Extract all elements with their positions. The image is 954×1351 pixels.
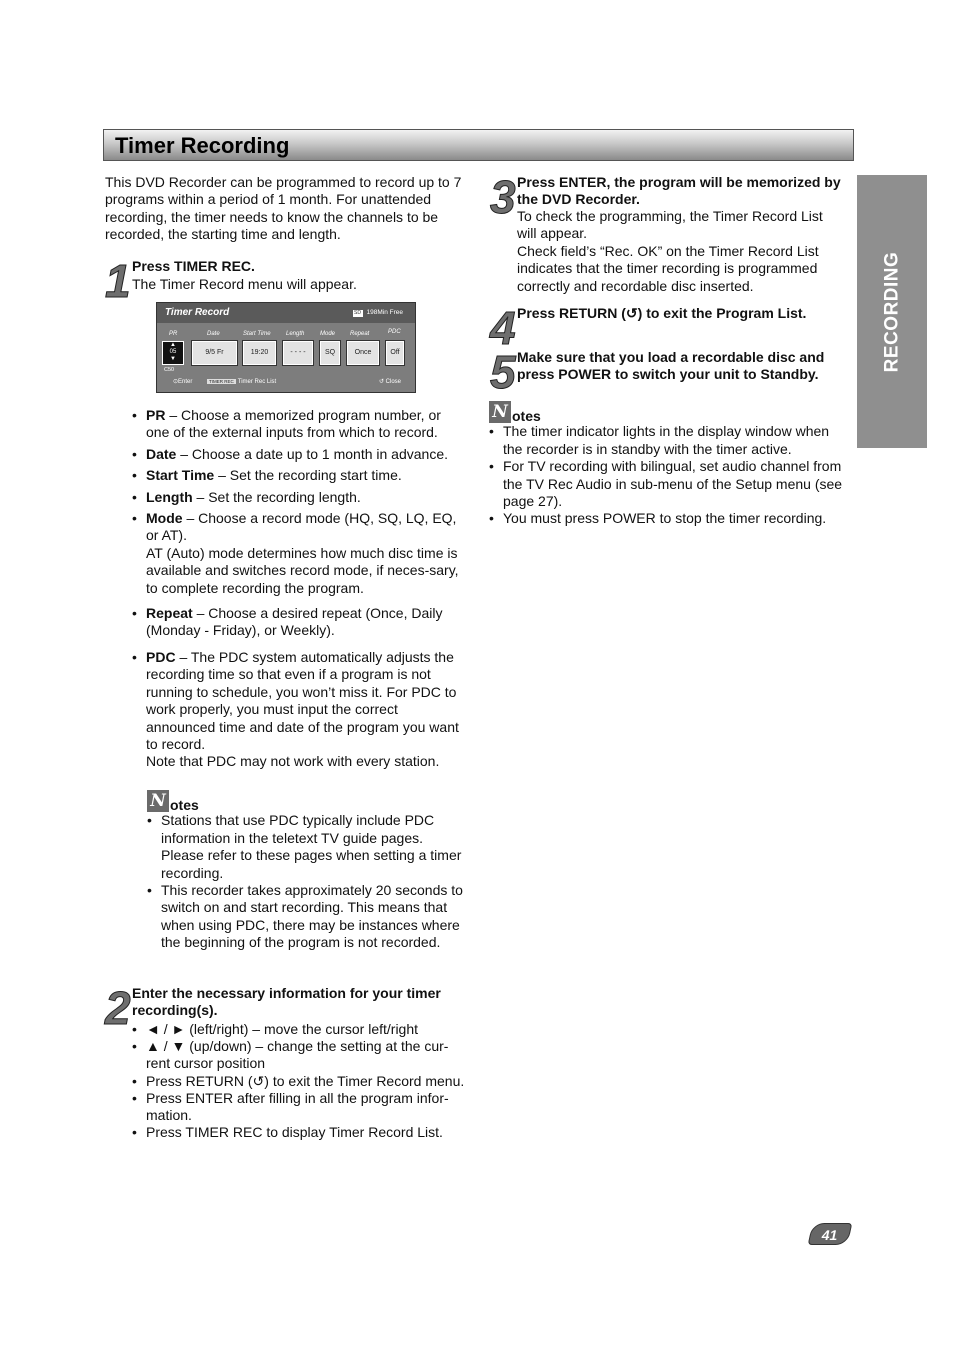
list-item: • Press TIMER REC to display Timer Record List.	[132, 1124, 466, 1141]
label-date: Date	[207, 331, 220, 337]
timer-record-screen	[156, 302, 416, 393]
section-tab	[857, 175, 927, 448]
notes-left	[147, 787, 467, 952]
list-item: • Stations that use PDC typically include PDC information in the teletext TV guide pages. Please refer to these pages when setting a timer recording.	[147, 812, 467, 882]
page-number: 41	[808, 1223, 853, 1245]
list-item: • Start Time – Set the recording start time.	[132, 467, 468, 484]
label-pdc: PDC	[388, 329, 401, 335]
step-number: 4	[490, 302, 516, 354]
free-space	[353, 309, 404, 317]
label-start-time: Start Time	[243, 331, 271, 337]
page-title: Timer Recording	[115, 133, 290, 158]
screen-header	[157, 303, 415, 323]
pr-value: 05	[169, 349, 177, 355]
notes-list	[147, 812, 467, 951]
list-item: • This recorder takes approximately 20 seconds to switch on and start recording. This means that when using PDC, there may be instances where the beginning of the program is not recorded.	[147, 882, 467, 952]
notes-right	[489, 398, 845, 528]
section-tab-label: RECORDING	[881, 251, 903, 372]
repeat-field[interactable]: Once	[347, 341, 379, 365]
enter-hint: ⊙Enter	[173, 379, 193, 385]
title-bar	[103, 129, 854, 161]
step-3-heading: Press ENTER, the program will be memorized by the DVD Recorder.	[517, 174, 841, 208]
up-arrow-icon: ▲	[170, 342, 176, 348]
intro-text: This DVD Recorder can be programmed to record up to 7 programs within a period of 1 month. For unattended recording, the timer needs to know the channels to be recorded, the starting time and length.	[105, 174, 462, 243]
list-item: • Press RETURN (↺) to exit the Timer Record menu.	[132, 1073, 466, 1090]
timer-rec-key-icon: TIMER REC	[209, 379, 234, 384]
list-item: • The timer indicator lights in the display window when the recorder is in standby with the timer active.	[489, 423, 845, 458]
step-number: 5	[490, 346, 516, 398]
list-item: • Repeat – Choose a desired repeat (Once, Daily (Monday - Friday), or Weekly).	[132, 605, 468, 640]
step-number: 1	[105, 255, 131, 307]
notes-icon: N	[489, 401, 511, 423]
label-length: Length	[286, 331, 305, 337]
screen-title: Timer Record	[165, 307, 230, 318]
step-1-text: The Timer Record menu will appear.	[132, 276, 357, 292]
start-time-field[interactable]: 19:20	[243, 341, 276, 365]
step-1-heading: Press TIMER REC.	[132, 258, 255, 274]
list-item: • Press ENTER after filling in all the program infor-mation.	[132, 1090, 466, 1124]
label-repeat: Repeat	[350, 331, 370, 337]
label-pr: PR	[169, 331, 178, 337]
step-number: 3	[490, 171, 516, 223]
notes-header	[147, 787, 467, 814]
date-field[interactable]: 9/5 Fr	[192, 341, 237, 365]
step-2-list	[132, 1021, 466, 1141]
notes-header	[489, 398, 845, 425]
return-icon: ↺	[378, 379, 386, 385]
step-3-text-1: To check the programming, the Timer Record List will appear.	[517, 208, 823, 242]
notes-label: otes	[170, 797, 199, 813]
enter-icon: ⊙	[173, 379, 179, 385]
list-item: • Date – Choose a date up to 1 month in advance.	[132, 446, 468, 463]
timer-rec-list-hint: TIMER REC Timer Rec List	[209, 379, 277, 385]
notes-icon: N	[147, 790, 169, 812]
step-3-text-2: Check field’s “Rec. OK” on the Timer Record List indicates that the timer recording is programmed correctly and recordable disc inserted.	[517, 243, 819, 294]
down-arrow-icon: ▼	[170, 356, 176, 362]
list-item: • PR – Choose a memorized program number, or one of the external inputs from which to record.	[132, 407, 468, 442]
step-4-heading: Press RETURN (↺) to exit the Program List.	[517, 305, 807, 321]
pr-field[interactable]	[162, 341, 184, 365]
length-field[interactable]: - - - -	[283, 341, 313, 365]
list-item: • ▲ / ▼ (up/down) – change the setting at the cur-rent cursor position	[132, 1038, 466, 1072]
field-list	[132, 407, 468, 771]
close-hint: ↺ Close	[378, 379, 401, 385]
list-item: • For TV recording with bilingual, set audio channel from the TV Rec Audio in sub-menu of the Setup menu (see page 27).	[489, 458, 845, 510]
list-item: • Mode – Choose a record mode (HQ, SQ, LQ, EQ, or AT). AT (Auto) mode determines how much disc time is available and switches record mode, if neces-sary, to complete recording the program.	[132, 510, 468, 597]
notes-label: otes	[512, 408, 541, 424]
list-item: • PDC – The PDC system automatically adjusts the recording time so that even if a program is not running to schedule, you won’t miss it. For PDC to work properly, you must input the correct announced time and date of the program you want to record. Note that PDC may not work with every station.	[132, 649, 468, 771]
free-space-value: 198Min Free	[366, 309, 403, 316]
step-5-heading: Make sure that you load a recordable disc and press POWER to switch your unit to Standby.	[517, 349, 825, 383]
list-item: • ◄ / ► (left/right) – move the cursor left/right	[132, 1021, 466, 1038]
step-2-heading: Enter the necessary information for your timer recording(s).	[132, 985, 441, 1019]
list-item: • Length – Set the recording length.	[132, 489, 468, 506]
disc-icon: SD	[354, 309, 361, 316]
channel-label: C50	[164, 367, 175, 373]
pdc-field[interactable]: Off	[386, 341, 404, 365]
label-mode: Mode	[320, 331, 336, 337]
list-item: • You must press POWER to stop the timer recording.	[489, 510, 845, 527]
step-number: 2	[105, 982, 131, 1034]
notes-list	[489, 423, 845, 527]
mode-field[interactable]: SQ	[320, 341, 340, 365]
